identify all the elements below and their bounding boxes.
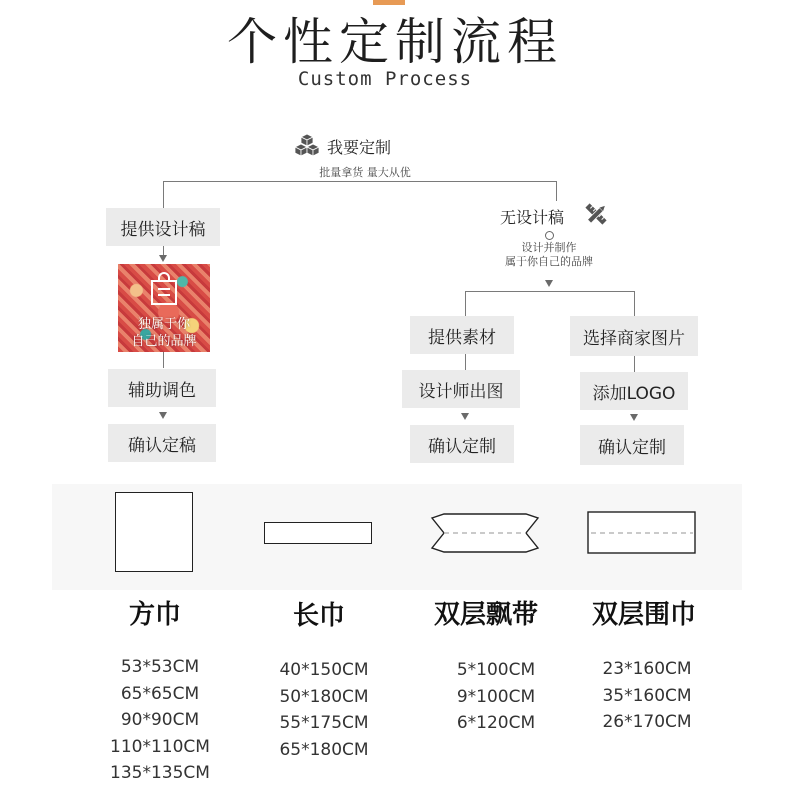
arrow-icon — [630, 414, 638, 421]
ribbon-scarf-shape — [430, 512, 540, 554]
connector — [556, 181, 557, 201]
square-scarf-shape — [115, 492, 193, 572]
step-confirm-custom-b: 确认定制 — [580, 425, 684, 465]
cubes-icon — [294, 133, 320, 159]
double-layer-scarf-shape — [587, 511, 697, 555]
pencil-ruler-icon — [582, 200, 610, 228]
size-item: 53*53CM — [120, 657, 200, 677]
step-provide-material: 提供素材 — [410, 316, 514, 354]
no-design-label: 无设计稿 — [500, 208, 565, 227]
page-title: 个性定制流程 — [227, 13, 563, 71]
connector — [465, 354, 466, 370]
size-item: 5*100CM — [456, 660, 536, 680]
step-add-logo: 添加LOGO — [580, 372, 688, 410]
node-dot — [545, 231, 554, 240]
sample-caption-line2: 自己的品牌 — [131, 334, 197, 349]
no-design-note-line2: 属于你自己的品牌 — [505, 255, 593, 268]
size-item: 55*175CM — [279, 713, 369, 733]
connector — [634, 356, 635, 372]
connector — [163, 181, 557, 182]
product-name-long: 长巾 — [292, 601, 345, 631]
size-item: 26*170CM — [602, 712, 692, 732]
size-item: 9*100CM — [456, 686, 536, 707]
size-item: 65*180CM — [279, 739, 369, 760]
connector — [163, 352, 164, 368]
root-node — [294, 133, 414, 161]
no-design-node — [500, 200, 620, 230]
size-item: 35*160CM — [602, 685, 692, 706]
step-confirm-custom-a: 确认定制 — [410, 425, 514, 463]
sample-caption-line1: 独属于你 — [137, 317, 190, 332]
connector — [465, 291, 635, 292]
size-item: 65*65CM — [120, 683, 200, 704]
size-item: 40*150CM — [279, 660, 369, 680]
shopping-bag-icon — [149, 272, 179, 306]
long-scarf-shape — [264, 522, 372, 544]
size-list-double-scarf — [552, 656, 742, 736]
size-item: 23*160CM — [602, 659, 692, 679]
step-designer-draft: 设计师出图 — [402, 370, 520, 408]
size-item: 135*135CM — [110, 763, 210, 783]
product-name-ribbon: 双层飘带 — [433, 600, 538, 630]
product-name-square: 方巾 — [128, 600, 181, 630]
arrow-icon — [159, 255, 167, 262]
connector — [163, 181, 164, 209]
size-item: 50*180CM — [279, 686, 369, 707]
design-sample-image — [118, 264, 210, 352]
size-list-long — [229, 657, 419, 763]
no-design-note — [474, 241, 624, 269]
size-item: 6*120CM — [456, 713, 536, 733]
size-item: 90*90CM — [120, 710, 200, 730]
no-design-note-line1: 设计并制作 — [521, 241, 577, 254]
size-item: 110*110CM — [110, 736, 210, 757]
connector — [465, 291, 466, 317]
root-label: 我要定制 — [327, 138, 392, 157]
product-name-double-scarf: 双层围巾 — [591, 600, 696, 630]
step-assist-color: 辅助调色 — [108, 369, 216, 407]
root-note: 批量拿货 量大从优 — [319, 166, 411, 179]
step-provide-design: 提供设计稿 — [106, 208, 220, 246]
step-confirm-final: 确认定稿 — [108, 424, 216, 462]
page-subtitle: Custom Process — [297, 68, 473, 90]
connector — [634, 291, 635, 317]
arrow-icon — [461, 413, 469, 420]
arrow-icon — [159, 412, 167, 419]
arrow-icon — [545, 280, 553, 287]
step-choose-merchant-image: 选择商家图片 — [570, 316, 698, 356]
sample-caption — [118, 316, 210, 350]
size-list-square — [65, 654, 255, 787]
